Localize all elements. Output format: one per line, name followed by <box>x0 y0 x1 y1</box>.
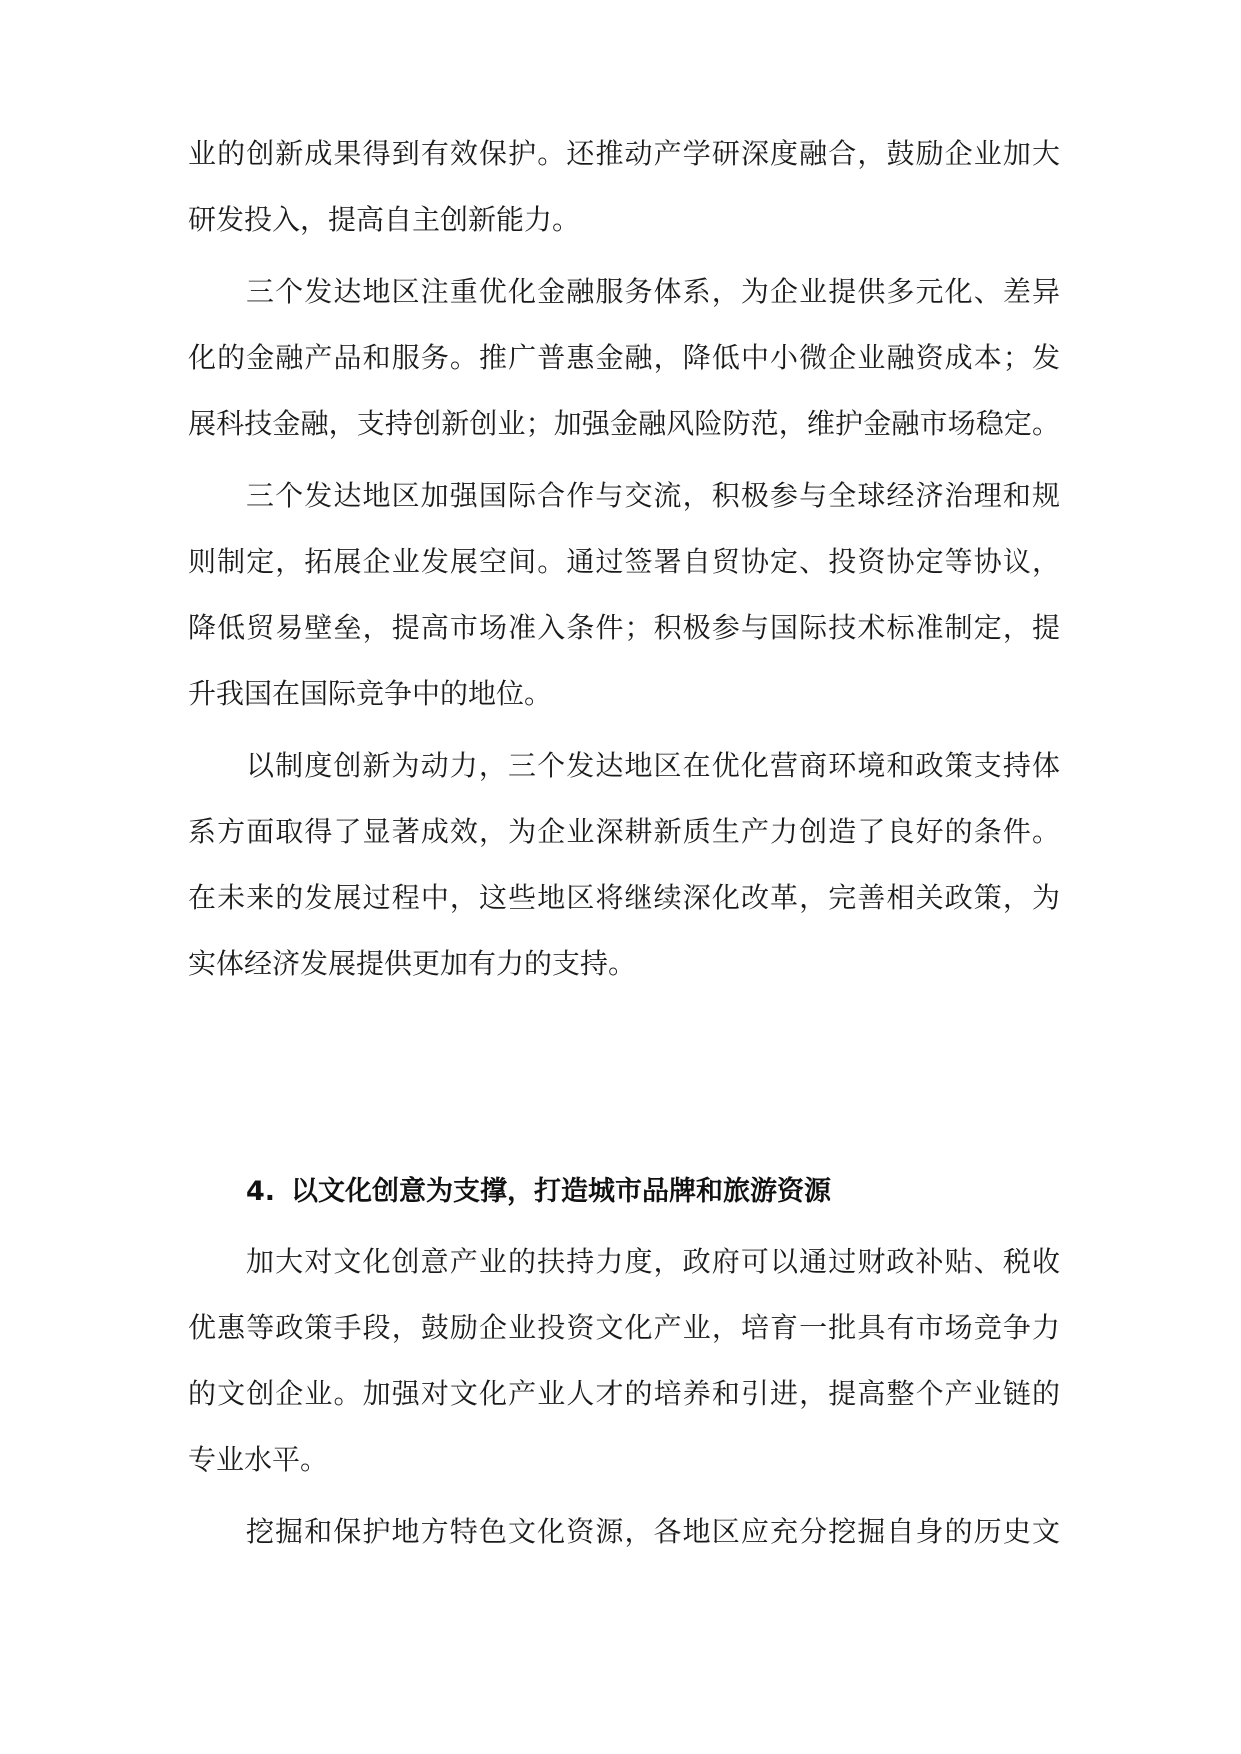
section-title: 以文化创意为支撑，打造城市品牌和旅游资源 <box>291 1176 832 1207</box>
paragraph-line: 研发投入，提高自主创新能力。 <box>188 203 581 236</box>
paragraph-line: 的文创企业。加强对文化产业人才的培养和引进，提高整个产业链的 <box>188 1377 1060 1410</box>
paragraph-line: 展科技金融，支持创新创业；加强金融风险防范，维护金融市场稳定。 <box>188 407 1060 440</box>
paragraph-line: 专业水平。 <box>188 1443 329 1476</box>
paragraph-line: 三个发达地区加强国际合作与交流，积极参与全球经济治理和规 <box>246 479 1060 512</box>
paragraph-line: 以制度创新为动力，三个发达地区在优化营商环境和政策支持体 <box>246 749 1060 782</box>
paragraph-line: 加大对文化创意产业的扶持力度，政府可以通过财政补贴、税收 <box>246 1245 1060 1278</box>
paragraph-line: 化的金融产品和服务。推广普惠金融，降低中小微企业融资成本；发 <box>188 341 1060 374</box>
section-heading <box>246 1172 831 1212</box>
paragraph-line: 挖掘和保护地方特色文化资源，各地区应充分挖掘自身的历史文 <box>246 1515 1060 1548</box>
section-number: 4. <box>246 1176 276 1207</box>
paragraph-line: 升我国在国际竞争中的地位。 <box>188 677 553 710</box>
paragraph-line: 在未来的发展过程中，这些地区将继续深化改革，完善相关政策，为 <box>188 881 1060 914</box>
paragraph-line: 优惠等政策手段，鼓励企业投资文化产业，培育一批具有市场竞争力 <box>188 1311 1060 1344</box>
paragraph-line: 降低贸易壁垒，提高市场准入条件；积极参与国际技术标准制定，提 <box>188 611 1060 644</box>
paragraph-line: 系方面取得了显著成效，为企业深耕新质生产力创造了良好的条件。 <box>188 815 1060 848</box>
paragraph-line: 则制定，拓展企业发展空间。通过签署自贸协定、投资协定等协议， <box>188 545 1060 578</box>
paragraph-line: 业的创新成果得到有效保护。还推动产学研深度融合，鼓励企业加大 <box>188 137 1060 170</box>
paragraph-line: 三个发达地区注重优化金融服务体系，为企业提供多元化、差异 <box>246 275 1060 308</box>
paragraph-line: 实体经济发展提供更加有力的支持。 <box>188 947 637 980</box>
